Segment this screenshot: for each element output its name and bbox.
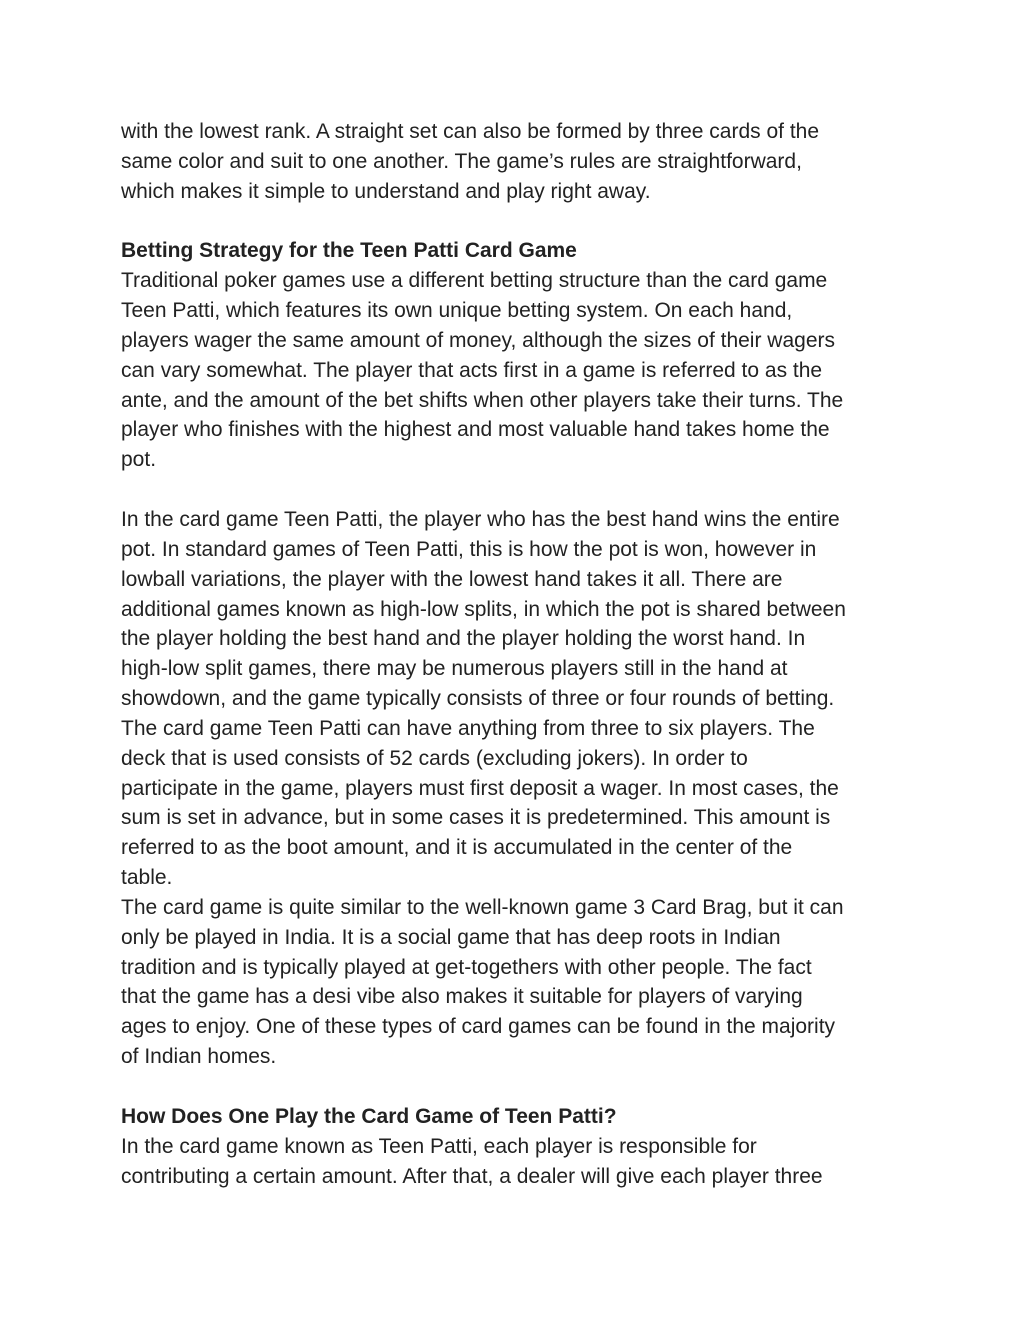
body-text-line: Traditional poker games use a different betting structure than the card game: [121, 269, 828, 293]
body-text-line: In the card game Teen Patti, the player who has the best hand wins the entire: [121, 507, 840, 531]
body-text-line: which makes it simple to understand and play right away.: [121, 179, 651, 203]
body-text-line: sum is set in advance, but in some cases it is predetermined. This amount is: [121, 806, 831, 830]
body-text-line: pot. In standard games of Teen Patti, this is how the pot is won, however in: [121, 537, 817, 561]
body-text-line: table.: [121, 866, 173, 890]
paragraph-gap: [121, 1072, 921, 1102]
body-text-line: of Indian homes.: [121, 1045, 277, 1069]
body-text-line: In the card game known as Teen Patti, each player is responsible for: [121, 1134, 757, 1158]
body-text-line: with the lowest rank. A straight set can also be formed by three cards of the: [121, 120, 820, 143]
body-text-line: tradition and is typically played at get-togethers with other people. The fact: [121, 955, 812, 979]
section-heading: Betting Strategy for the Teen Patti Card Game: [121, 239, 577, 263]
document-body: [121, 117, 921, 1191]
paragraph-gap: [121, 207, 921, 237]
body-text-line: showdown, and the game typically consists of three or four rounds of betting.: [121, 687, 835, 711]
body-text-line: Teen Patti, which features its own unique betting system. On each hand,: [121, 299, 793, 323]
body-text-line: high-low split games, there may be numerous players still in the hand at: [121, 657, 788, 681]
body-text-line: pot.: [121, 448, 157, 472]
body-text-line: referred to as the boot amount, and it is accumulated in the center of the: [121, 836, 793, 860]
body-text-line: the player holding the best hand and the player holding the worst hand. In: [121, 627, 806, 651]
body-text-line: players wager the same amount of money, although the sizes of their wagers: [121, 328, 835, 352]
body-text-line: participate in the game, players must first deposit a wager. In most cases, the: [121, 776, 839, 800]
body-text-line: The card game Teen Patti can have anything from three to six players. The: [121, 716, 815, 740]
body-text-line: The card game is quite similar to the well-known game 3 Card Brag, but it can: [121, 895, 844, 919]
body-text-line: ante, and the amount of the bet shifts when other players take their turns. The: [121, 388, 844, 412]
body-text-line: lowball variations, the player with the lowest hand takes it all. There are: [121, 567, 783, 591]
body-text-line: additional games known as high-low splits, in which the pot is shared between: [121, 597, 846, 621]
body-text-line: same color and suit to one another. The game’s rules are straightforward,: [121, 149, 802, 173]
body-text-line: player who finishes with the highest and most valuable hand takes home the: [121, 418, 830, 442]
section-heading: How Does One Play the Card Game of Teen Patti?: [121, 1104, 617, 1128]
paragraph-gap: [121, 475, 921, 505]
body-text-line: that the game has a desi vibe also makes it suitable for players of varying: [121, 985, 803, 1009]
body-text-line: contributing a certain amount. After that, a dealer will give each player three: [121, 1164, 823, 1188]
body-text-line: can vary somewhat. The player that acts first in a game is referred to as the: [121, 358, 823, 382]
body-text-line: deck that is used consists of 52 cards (excluding jokers). In order to: [121, 746, 748, 770]
body-text-line: only be played in India. It is a social game that has deep roots in Indian: [121, 925, 781, 949]
body-text-line: ages to enjoy. One of these types of card games can be found in the majority: [121, 1015, 836, 1039]
